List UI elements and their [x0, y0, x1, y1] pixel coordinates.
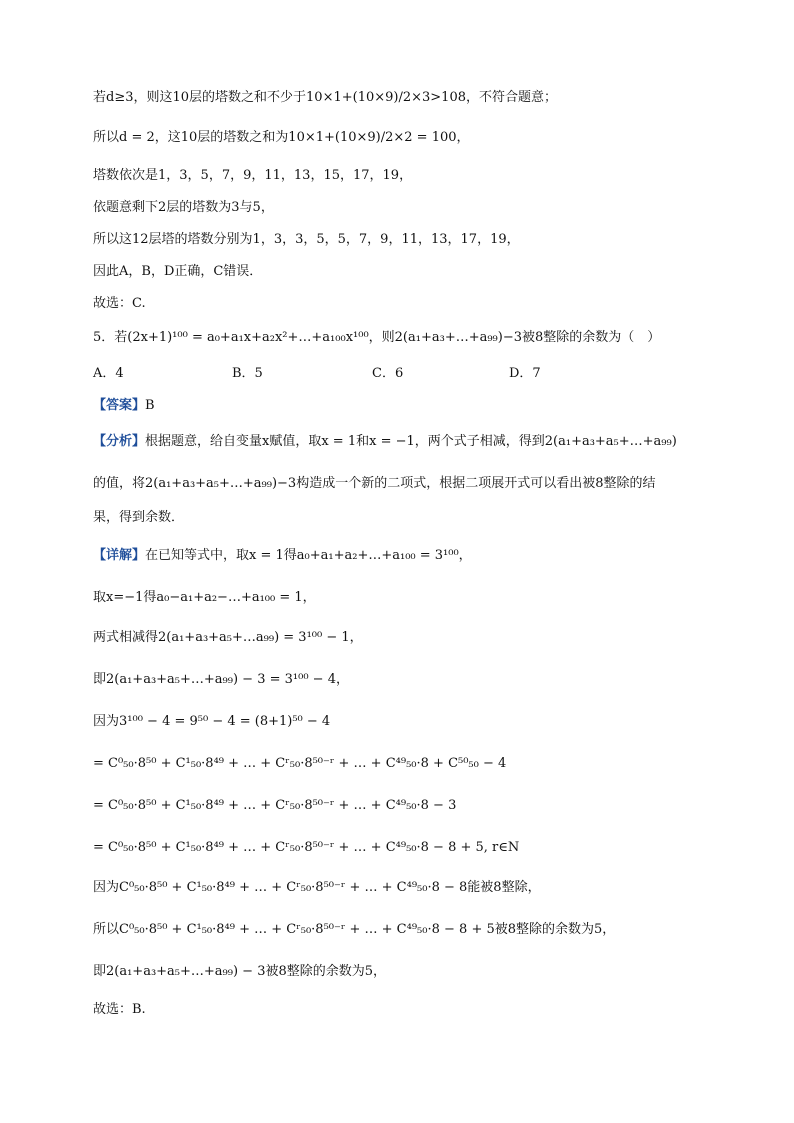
detail-tag: 【详解】: [93, 548, 146, 563]
detail-line-11: 即2(a₁+a₃+a₅+…+a₉₉) − 3被8整除的余数为5，: [93, 964, 387, 979]
answer-text: B: [145, 398, 155, 413]
analysis-line-2: 的值，将2(a₁+a₃+a₅+…+a₉₉)−3构造成一个新的二项式，根据二项展开式可以看出被8整除的结: [93, 476, 656, 491]
detail-text: 在已知等式中，取x = 1得a₀+a₁+a₂+…+a₁₀₀ = 3¹⁰⁰，: [145, 548, 472, 563]
detail-line-8: = C⁰₅₀·8⁵⁰ + C¹₅₀·8⁴⁹ + … + Cʳ₅₀·8⁵⁰⁻ʳ + … + C⁴⁹₅₀·8 − 8 + 5, r∈N: [93, 840, 520, 855]
analysis-line-3: 果，得到余数．: [93, 510, 185, 525]
solution-line-2: 所以d = 2，这10层的塔数之和为10×1+(10×9)/2×2 = 100，: [93, 130, 470, 145]
option-b: B．5: [232, 366, 263, 381]
analysis-text: 根据题意，给自变量x赋值，取x = 1和x = −1，两个式子相减，得到2(a₁+a₃+a₅+…+a₉₉): [145, 434, 677, 449]
solution-line-5: 所以这12层塔的塔数分别为1，3，3，5，5，7，9，11，13，17，19，: [93, 232, 520, 247]
detail-line-12: 故选：B.: [93, 1002, 146, 1017]
analysis-tag: 【分析】: [93, 434, 146, 449]
option-a: A．4: [93, 366, 124, 381]
solution-line-7: 故选：C.: [93, 296, 146, 311]
detail-line-3: 两式相减得2(a₁+a₃+a₅+…a₉₉) = 3¹⁰⁰ − 1，: [93, 630, 363, 645]
detail-line-2: 取x=−1得a₀−a₁+a₂−…+a₁₀₀ = 1，: [93, 590, 316, 605]
detail-line-7: = C⁰₅₀·8⁵⁰ + C¹₅₀·8⁴⁹ + … + Cʳ₅₀·8⁵⁰⁻ʳ + … + C⁴⁹₅₀·8 − 3: [93, 798, 457, 813]
option-d: D．7: [509, 366, 541, 381]
solution-line-1: 若d≥3，则这10层的塔数之和不少于10×1+(10×9)/2×3>108，不符合题意；: [93, 90, 557, 105]
solution-line-3: 塔数依次是1，3，5，7，9，11，13，15，17，19，: [93, 168, 413, 183]
analysis-line: [93, 432, 754, 452]
detail-line-9: 因为C⁰₅₀·8⁵⁰ + C¹₅₀·8⁴⁹ + … + Cʳ₅₀·8⁵⁰⁻ʳ + … + C⁴⁹₅₀·8 − 8能被8整除，: [93, 880, 541, 895]
answer-tag: 【答案】: [93, 398, 146, 413]
question-5: 5．若(2x+1)¹⁰⁰ = a₀+a₁x+a₂x²+…+a₁₀₀x¹⁰⁰，则2(a₁+a₃+…+a₉₉)−3被8整除的余数为（ ）: [93, 330, 661, 345]
solution-line-6: 因此A，B，D正确，C错误．: [93, 264, 263, 279]
detail-line: [93, 546, 754, 566]
option-c: C．6: [372, 366, 404, 381]
detail-line-5: 因为3¹⁰⁰ − 4 = 9⁵⁰ − 4 = (8+1)⁵⁰ − 4: [93, 714, 331, 729]
detail-line-6: = C⁰₅₀·8⁵⁰ + C¹₅₀·8⁴⁹ + … + Cʳ₅₀·8⁵⁰⁻ʳ + … + C⁴⁹₅₀·8 + C⁵⁰₅₀ − 4: [93, 756, 507, 771]
detail-line-10: 所以C⁰₅₀·8⁵⁰ + C¹₅₀·8⁴⁹ + … + Cʳ₅₀·8⁵⁰⁻ʳ + … + C⁴⁹₅₀·8 − 8 + 5被8整除的余数为5，: [93, 922, 616, 937]
solution-line-4: 依题意剩下2层的塔数为3与5，: [93, 200, 274, 215]
detail-line-4: 即2(a₁+a₃+a₅+…+a₉₉) − 3 = 3¹⁰⁰ − 4，: [93, 672, 349, 687]
answer-line: [93, 396, 754, 416]
